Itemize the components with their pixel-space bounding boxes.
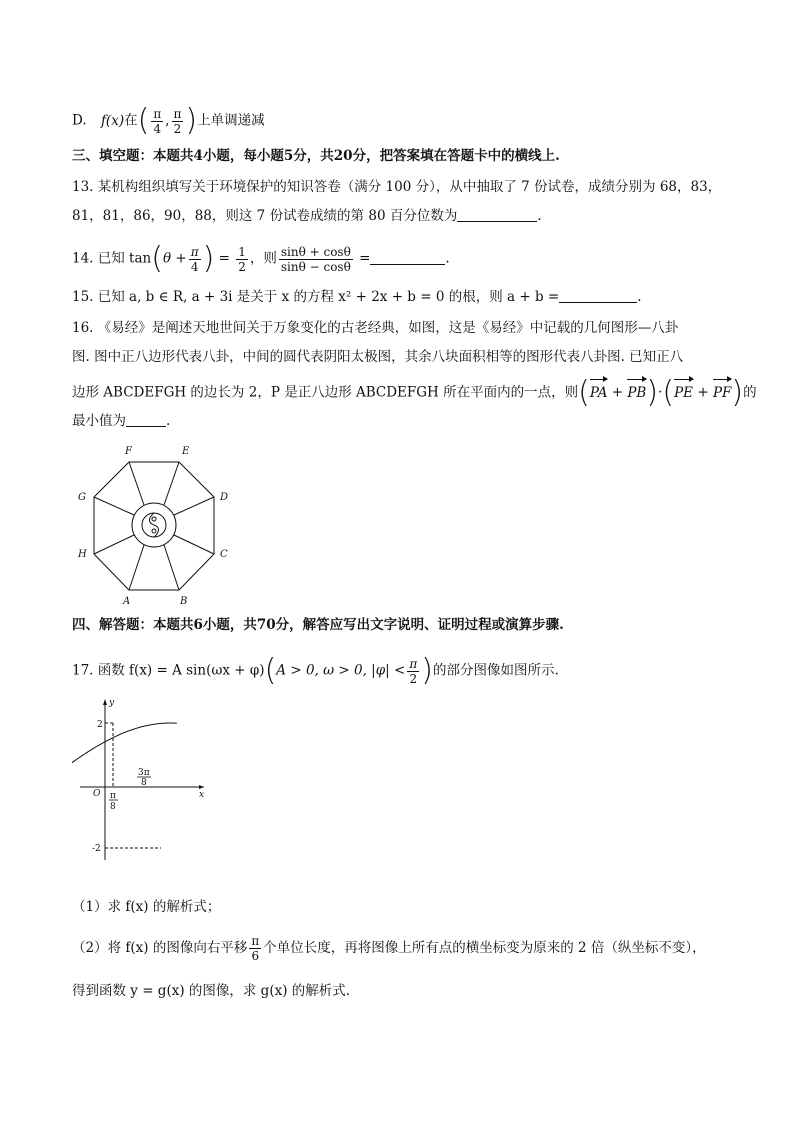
vertex-label-d: D — [220, 492, 229, 503]
option-d-fx: f(x) — [100, 112, 125, 129]
y-tick-2: 2 — [97, 720, 103, 730]
option-d-label: D. — [72, 112, 87, 129]
vertex-label-a: A — [123, 596, 131, 607]
answer-blank[interactable] — [559, 288, 637, 303]
q17-sub2-line1: （2）将 f(x) 的图像向右平移 $\frac{\pi}{6}$ 个单位长度，再将图像上所有点的横坐标变为原来的 2 倍（纵坐标不变）， — [72, 934, 706, 963]
q16-line1: 16. 《易经》是阐述天地世间关于万象变化的古老经典，如图，这是《易经》中记载的几何图形—八卦 — [72, 320, 679, 336]
y-axis-label: y — [109, 698, 115, 708]
fraction-pi-2: $\frac{\pi}{2}$ — [173, 106, 182, 136]
answer-blank[interactable] — [370, 250, 445, 265]
origin-label: O — [93, 789, 101, 799]
option-d-desc: 上单调递减 — [197, 112, 265, 129]
q16-line4: 最小值为 . — [72, 413, 171, 429]
q15: 15. 已知 a, b ∈ R, a + 3i 是关于 x 的方程 x² + 2x + b = 0 的根，则 a + b = . — [72, 289, 642, 305]
section-3-title: 三、填空题：本题共4小题，每小题5分，共20分，把答案填在答题卡中的横线上. — [72, 148, 560, 164]
sine-graph — [72, 695, 212, 865]
vertex-label-g: G — [78, 492, 86, 503]
vertex-label-f: F — [125, 446, 132, 457]
option-d-in: 在 — [124, 112, 138, 129]
q16-line2: 图. 图中正八边形代表八卦，中间的圆代表阴阳太极图，其余八块面积相等的图形代表八卦图. 已知正八 — [72, 349, 684, 365]
paren-right: ) — [185, 103, 198, 138]
answer-blank[interactable] — [126, 412, 166, 427]
option-d: D. f(x)在( $\frac{\pi}{4}$ , $\frac{\pi}{2}$ )上单调递减 — [72, 103, 265, 138]
q13-line2: 81，81，86，90，88，则这 7 份试卷成绩的第 80 百分位数为 . — [72, 208, 542, 224]
fraction-pi-4: $\frac{\pi}{4}$ — [153, 106, 162, 136]
q14: 14. 已知 tan(θ + $\frac{\pi}{4}$ ) = $\frac{1}{2}$ ，则 $\frac{\sin\theta + \cos\theta}{\sin\theta - \cos\theta}$ = . — [72, 241, 450, 276]
q13-line1: 13. 某机构组织填写关于环境保护的知识答卷（满分 100 分），从中抽取了 7 份试卷，成绩分别为 68，83， — [72, 179, 722, 195]
q17-sub2-line2: 得到函数 y = g(x) 的图像，求 g(x) 的解析式. — [72, 983, 351, 999]
x-tick-3pi8-den: 8 — [141, 778, 147, 788]
x-tick-pi8-den: 8 — [110, 802, 116, 812]
bagua-octagon-figure — [72, 440, 247, 610]
paren-left: ( — [137, 103, 150, 138]
vertex-label-e: E — [182, 446, 190, 457]
q17-sub1: （1）求 f(x) 的解析式； — [72, 899, 221, 915]
x-tick-3pi8-num: 3π — [138, 768, 150, 778]
sine-curve — [72, 723, 177, 782]
answer-blank[interactable] — [457, 207, 537, 222]
q16-line3: 边形 ABCDEFGH 的边长为 2，P 是正八边形 ABCDEFGH 所在平面内的一点，则(PA + PB)·(PE + PF)的 — [72, 375, 757, 410]
x-axis-label: x — [199, 790, 205, 800]
q17-stem: 17. 函数 f(x) = A sin(ωx + φ)(A > 0, ω > 0, |φ| < $\frac{\pi}{2}$ )的部分图像如图所示. — [72, 653, 559, 688]
vertex-label-h: H — [78, 549, 87, 560]
vertex-label-b: B — [180, 596, 188, 607]
section-4-title: 四、解答题：本题共6小题，共70分，解答应写出文字说明、证明过程或演算步骤. — [72, 617, 564, 633]
x-tick-pi8-num: π — [110, 791, 116, 801]
y-tick-neg2: -2 — [92, 844, 101, 854]
vertex-label-c: C — [220, 549, 228, 560]
